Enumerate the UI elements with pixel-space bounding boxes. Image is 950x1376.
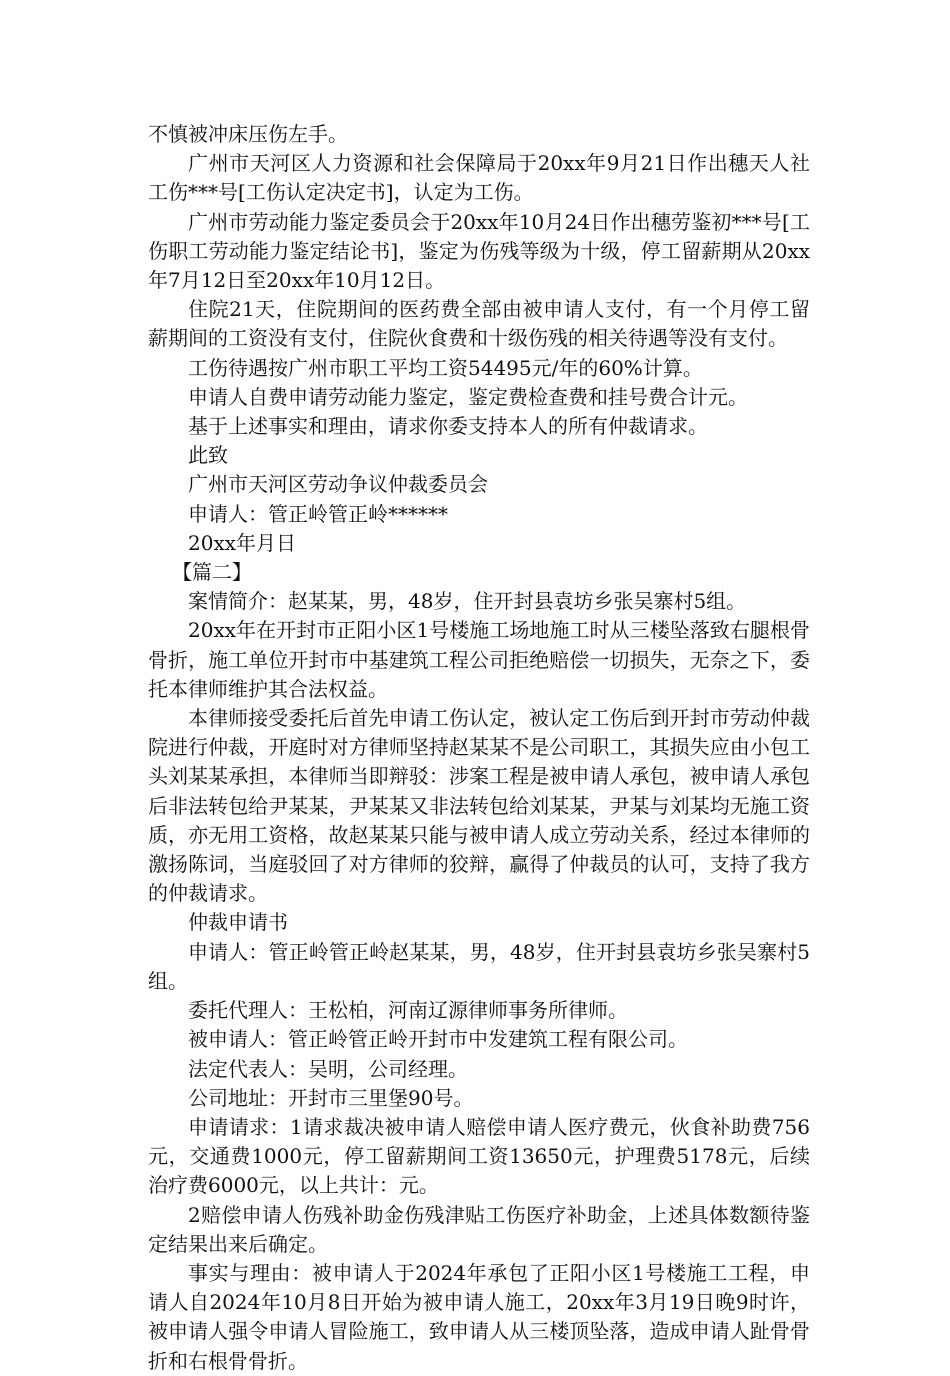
- paragraph-injury-recognition: 广州市天河区人力资源和社会保障局于20xx年9月21日作出穗天人社工伤***号[工伤认定决定书]，认定为工伤。: [148, 151, 810, 205]
- paragraph-assessment-fees: 申请人自费申请劳动能力鉴定，鉴定费检查费和挂号费合计元。: [188, 384, 748, 409]
- paragraph-case-summary: 案情简介：赵某某，男，48岁，住开封县袁坊乡张吴寨村5组。: [188, 589, 747, 614]
- paragraph-claim-request-2: 2赔偿申请人伤残补助金伤残津贴工伤医疗补助金，上述具体数额待鉴定结果出来后确定。: [148, 1202, 810, 1256]
- paragraph-agent: 委托代理人：王松柏，河南辽源律师事务所律师。: [188, 998, 628, 1023]
- paragraph-benefit-basis: 工伤待遇按广州市职工平均工资54495元/年的60%计算。: [188, 355, 703, 380]
- heading-arbitration-application: 仲裁申请书: [188, 910, 288, 935]
- paragraph-facts-and-reasons: 事实与理由：被申请人于2024年承包了正阳小区1号楼施工工程，申请人自2024年10月8日开始为被申请人施工，20xx年3月19日晚9时许，被申请人强令申请人冒险施工，致申请人从三楼顶坠落，造成申请人趾骨骨折和右根骨骨折。: [148, 1260, 810, 1373]
- paragraph-respondent: 被申请人：管正岭管正岭开封市中发建筑工程有限公司。: [188, 1027, 688, 1052]
- paragraph-claim-request-1: 申请请求：1请求裁决被申请人赔偿申请人医疗费元，伙食补助费756元，交通费1000元，停工留薪期间工资13650元，护理费5178元，后续治疗费6000元，以上共计：元。: [148, 1114, 810, 1198]
- paragraph-request-summary: 基于上述事实和理由，请求你委支持本人的所有仲裁请求。: [188, 414, 708, 439]
- document-body: [148, 120, 810, 1376]
- document-date: 20xx年月日: [188, 530, 297, 555]
- paragraph-hospitalization: 住院21天，住院期间的医药费全部由被申请人支付，有一个月停工留薪期间的工资没有支付，住院伙食费和十级伤残的相关待遇等没有支付。: [148, 297, 810, 351]
- section-heading-part-two: 【篇二】: [172, 560, 252, 585]
- paragraph-company-address: 公司地址：开封市三里堡90号。: [188, 1085, 474, 1110]
- paragraph-accident-description: 20xx年在开封市正阳小区1号楼施工场地施工时从三楼坠落致右腿根骨骨折，施工单位开封市中基建筑工程公司拒绝赔偿一切损失，无奈之下，委托本律师维护其合法权益。: [148, 618, 810, 701]
- paragraph-lawyer-argument: 本律师接受委托后首先申请工伤认定，被认定工伤后到开封市劳动仲裁院进行仲裁，开庭时对方律师坚持赵某某不是公司职工，其损失应由小包工头刘某某承担，本律师当即辩驳：涉案工程是被申请人承包，被申请人承包后非法转包给尹某某，尹某某又非法转包给刘某某，尹某与刘某均无施工资质，亦无用工资格，故赵某某只能与被申请人成立劳动关系，经过本律师的激扬陈词，当庭驳回了对方律师的狡辩，赢得了仲裁员的认可，支持了我方的仲裁请求。: [148, 706, 810, 906]
- closing-salutation: 此致: [188, 443, 228, 468]
- recipient-committee: 广州市天河区劳动争议仲裁委员会: [188, 472, 488, 497]
- applicant-signature: 申请人：管正岭管正岭******: [188, 501, 448, 526]
- paragraph-legal-representative: 法定代表人：吴明，公司经理。: [188, 1056, 468, 1081]
- paragraph-injury-continuation: 不慎被冲床压伤左手。: [148, 122, 348, 146]
- paragraph-applicant: 申请人：管正岭管正岭赵某某，男，48岁，住开封县袁坊乡张吴寨村5组。: [148, 939, 810, 993]
- paragraph-disability-assessment: 广州市劳动能力鉴定委员会于20xx年10月24日作出穗劳鉴初***号[工伤职工劳动能力鉴定结论书]，鉴定为伤残等级为十级，停工留薪期从20xx年7月12日至20xx年10月12日。: [148, 209, 810, 293]
